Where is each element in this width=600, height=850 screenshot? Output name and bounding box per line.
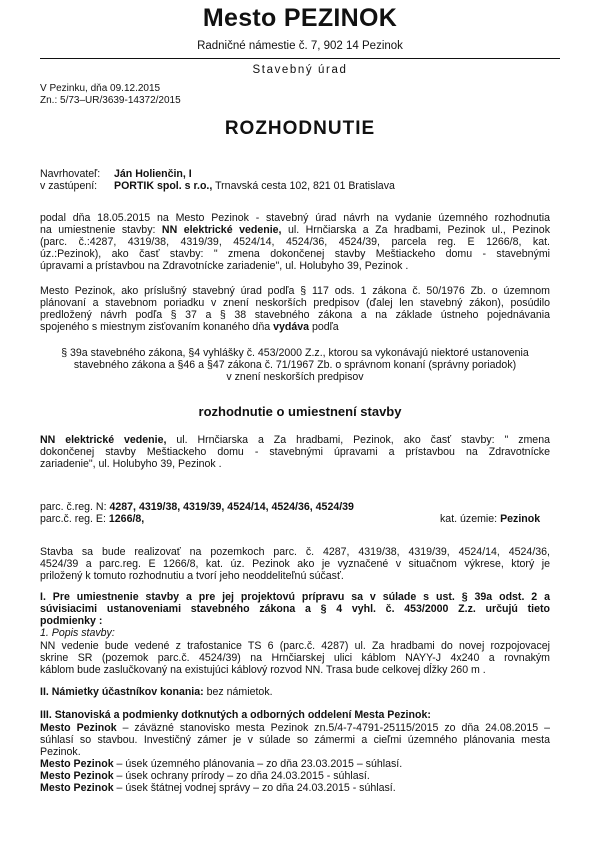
- location-line: Stavba sa bude realizovať na pozemkoch parc. č. 4287, 4319/38, 4319/39, 4524/14, 4524/36,: [40, 546, 550, 558]
- opinion-item: Mesto Pezinok – záväzné stanovisko mesta Pezinok zn.5/4-7-4791-25115/2015 zo dňa 24.08.2015 –: [40, 722, 550, 734]
- description-line: káblom bude zaslučkovaný na existujúci káblový rozvod NN. Trasa bude celkovej dĺžky 260 m .: [40, 664, 486, 676]
- opinion-item: Mesto Pezinok – úsek štátnej vodnej správy – zo dňa 24.03.2015 - súhlasí.: [40, 782, 396, 794]
- date-line: V Pezinku, dňa 09.12.2015: [40, 83, 161, 94]
- location-paragraph: [40, 546, 550, 582]
- intro-line: (parc. č.:4287, 4319/38, 4319/39, 4524/14, 4524/36, 4524/39, parcela reg. E 1266/8, kat.: [40, 236, 550, 248]
- location-line: priložený k tomuto rozhodnutiu a tvorí jeho neoddeliteľnú súčasť.: [40, 570, 344, 582]
- construction-description: [40, 640, 550, 676]
- decision-line: zariadenie", ul. Holubyho 39, Pezinok .: [40, 458, 222, 470]
- intro-paragraph: [40, 212, 550, 272]
- representative-label: v zastúpení:: [40, 180, 98, 192]
- section-2: II. Námietky účastníkov konania: bez námietok.: [40, 686, 273, 698]
- section-1-line: súvisiacimi ustanoveniami stavebného zákona a § 4 vyhl. č. 453/2000 Z.z. určujú tieto: [40, 603, 550, 615]
- decision-line: NN elektrické vedenie, ul. Hrnčiarska a Za hradbami, Pezinok, ako časť stavby: " zmena: [40, 434, 550, 446]
- competence-line: predložený návrh podľa § 37 a § 38 stavebného zákona a na základe ústneho pojednávania: [40, 309, 550, 321]
- decision-line: dokončenej stavby Meštiackeho domu - stavebnými úpravami a prístavbou na Zdravotnícke: [40, 446, 550, 458]
- legal-basis-line: stavebného zákona a §46 a §47 zákona č. 71/1967 Zb. o správnom konaní (správny poriadok): [73, 359, 517, 371]
- office-name: Stavebný úrad: [252, 64, 348, 76]
- city-name: Mesto PEZINOK: [202, 4, 398, 32]
- decision-heading: rozhodnutie o umiestnení stavby: [198, 404, 402, 419]
- description-line: skrine SR (pozemok parc.č. 4524/39) na Hrnčiarskej ulici káblom NAYY-J 4x240 a rovnakým: [40, 652, 550, 664]
- location-line: 4524/39 a parc.reg. E 1266/8, kat. úz. Pezinok ako je vyznačené v situačnom výkrese, ktorý je: [40, 558, 550, 570]
- section-3-heading: III. Stanoviská a podmienky dotknutých a odborných oddelení Mesta Pezinok:: [40, 709, 431, 721]
- section-1-line: I. Pre umiestnenie stavby a pre jej projektovú prípravu sa v súlade s ust. § 39a odst. 2 a: [40, 591, 550, 603]
- intro-line: úz.:Pezinok), ako časť stavby: " zmena dokončenej stavby Meštiackeho domu - stavebnými: [40, 248, 550, 260]
- office-address: Radničné námestie č. 7, 902 14 Pezinok: [197, 40, 403, 52]
- letterhead-divider: [40, 58, 560, 59]
- legal-basis-line: v znení neskorších predpisov: [226, 371, 364, 383]
- cadastre: kat. územie: Pezinok: [440, 513, 541, 525]
- competence-line: Mesto Pezinok, ako príslušný stavebný úrad podľa § 117 ods. 1 zákona č. 50/1976 Zb. o územnom: [40, 285, 550, 297]
- representative-address: Trnavská cesta 102, 821 01 Bratislava: [215, 180, 395, 192]
- opinion-item: Mesto Pezinok – úsek územného plánovania – zo dňa 23.03.2015 – súhlasí.: [40, 758, 403, 770]
- opinion-item: súhlasí so stavbou. Investičný zámer je v súlade so zámermi a cieľmi územného plánovania mesta: [40, 734, 550, 746]
- document-title: ROZHODNUTIE: [224, 118, 376, 139]
- intro-line: úpravami a prístavbou na Zdravotnícke zariadenie", ul. Holubyho 39, Pezinok .: [40, 260, 409, 272]
- opinion-item: Mesto Pezinok – úsek ochrany prírody – zo dňa 24.03.2015 - súhlasí.: [40, 770, 370, 782]
- legal-basis-line: § 39a stavebného zákona, §4 vyhlášky č. 453/2000 Z.z., ktorou sa vykonávajú niektoré ustanovenia: [61, 347, 529, 359]
- competence-line: spojeného s miestnym zisťovaním konaného dňa vydáva podľa: [40, 321, 339, 333]
- intro-line: na umiestnenie stavby: NN elektrické vedenie, ul. Hrnčiarska a Za hradbami, Pezinok ul., Pezinok: [40, 224, 550, 236]
- section-1-line: podmienky :: [40, 615, 103, 627]
- representative-name: PORTIK spol. s r.o.,: [114, 180, 213, 192]
- parcels-creg: parc. č.reg. N: 4287, 4319/38, 4319/39, 4524/14, 4524/36, 4524/39: [40, 501, 354, 513]
- parcels-ereg: parc.č. reg. E: 1266/8,: [40, 513, 145, 525]
- opinion-item: Pezinok.: [40, 746, 81, 758]
- legal-basis: [40, 347, 550, 383]
- intro-line: podal dňa 18.05.2015 na Mesto Pezinok - stavebný úrad návrh na vydanie územného rozhodnutia: [40, 212, 550, 224]
- competence-line: plánovaní a stavebnom poriadku v znení neskorších predpisov (ďalej len stavebný zákon), posúdilo: [40, 297, 550, 309]
- decision-paragraph: [40, 434, 550, 470]
- applicant-name: Ján Holienčin, I: [114, 168, 192, 180]
- representative: [114, 180, 395, 192]
- section-1-subsection: 1. Popis stavby:: [40, 627, 115, 639]
- file-number: Zn.: 5/73–UR/3639-14372/2015: [40, 95, 181, 106]
- section-3-items: [40, 722, 550, 794]
- section-1-heading: [40, 591, 550, 627]
- description-line: NN vedenie bude vedené z trafostanice TS 6 (parc.č. 4287) ul. Za hradbami do novej rozpojovacej: [40, 640, 550, 652]
- applicant-label: Navrhovateľ:: [40, 168, 101, 180]
- competence-paragraph: [40, 285, 550, 333]
